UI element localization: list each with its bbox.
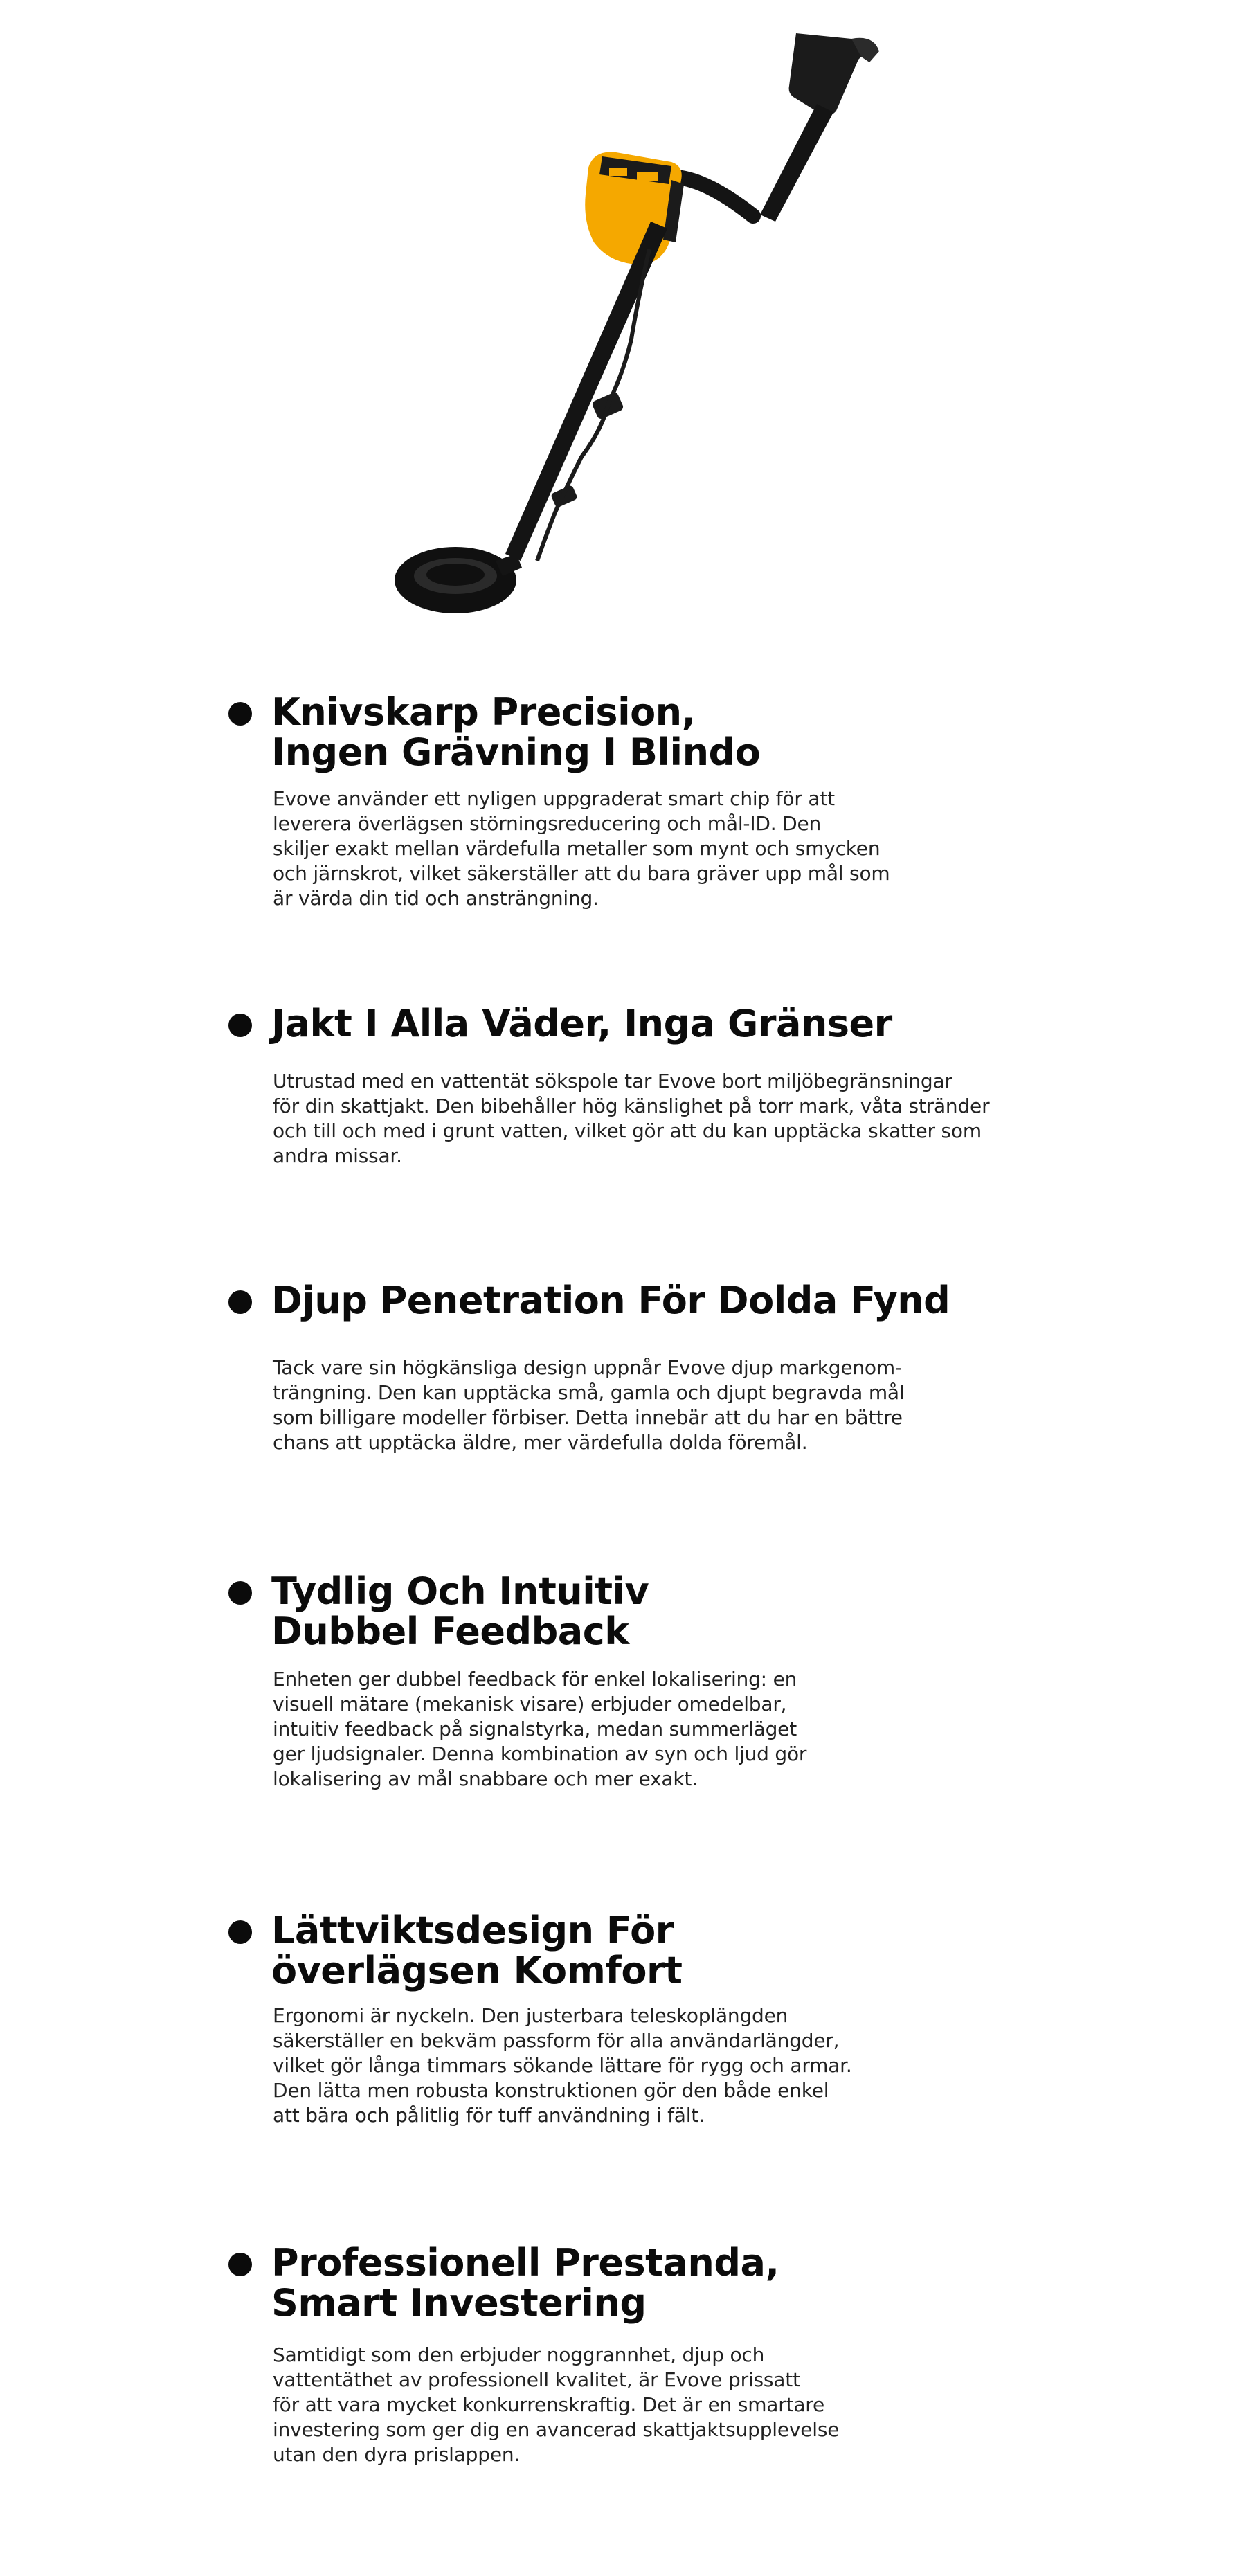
feature-description: Evove använder ett nyligen uppgraderat smart chip för att leverera överlägsen störningsreducering och mål-ID. Den skiljer exakt mellan värdefulla metaller som mynt och smycken och järnskrot, vilket säkerställer att du bara gräver upp mål som är värda din tid och ansträngning. — [273, 787, 890, 910]
product-image — [374, 14, 900, 637]
bullet-icon — [228, 2253, 252, 2276]
feature-title: Djup Penetration För Dolda Fynd — [271, 1279, 950, 1322]
feature-title: Knivskarp Precision, Ingen Grävning I Blindo — [271, 690, 761, 774]
feature-description: Tack vare sin högkänsliga design uppnår Evove djup markgenom- trängning. Den kan upptäcka små, gamla och djupt begravda mål som billigare modeller förbiser. Detta innebär att du har en bättre chans att upptäcka äldre, mer värdefulla dolda föremål. — [273, 1356, 905, 1454]
feature-title: Lättviktsdesign För överlägsen Komfort — [271, 1909, 683, 1992]
bullet-icon — [228, 702, 252, 726]
feature-description: Enheten ger dubbel feedback för enkel lokalisering: en visuell mätare (mekanisk visare) erbjuder omedelbar, intuitiv feedback på signalstyrka, medan summerläget ger ljudsignaler. Denna kombination av syn och ljud gör lokalisering av mål snabbare och mer exakt. — [273, 1668, 807, 1790]
feature-description: Ergonomi är nyckeln. Den justerbara teleskoplängden säkerställer en bekväm passform för alla användarlängder, vilket gör långa timmars sökande lättare för rygg och armar. Den lätta men robusta konstruktionen gör den både enkel att bära och pålitlig för tuff användning i fält. — [273, 2004, 852, 2127]
bullet-icon — [228, 1290, 252, 1314]
feature-title: Professionell Prestanda, Smart Investering — [271, 2241, 779, 2325]
bullet-icon — [228, 1014, 252, 1037]
feature-description: Samtidigt som den erbjuder noggrannhet, djup och vattentäthet av professionell kvalitet, är Evove prissatt för att vara mycket konkurrenskraftig. Det är en smartare investering som ger dig en avancerad skattjaktsupplevelse utan den dyra prislappen. — [273, 2343, 840, 2466]
feature-description: Utrustad med en vattentät sökspole tar Evove bort miljöbegränsningar för din skattjakt. Den bibehåller hög känslighet på torr mark, våta stränder och till och med i grunt vatten, vilket gör att du kan upptäcka skatter som andra missar. — [273, 1070, 990, 1167]
feature-title: Jakt I Alla Väder, Inga Gränser — [271, 1002, 892, 1045]
bullet-icon — [228, 1920, 252, 1944]
metal-detector-icon — [374, 14, 900, 637]
feature-title: Tydlig Och Intuitiv Dubbel Feedback — [271, 1569, 649, 1653]
bullet-icon — [228, 1581, 252, 1605]
